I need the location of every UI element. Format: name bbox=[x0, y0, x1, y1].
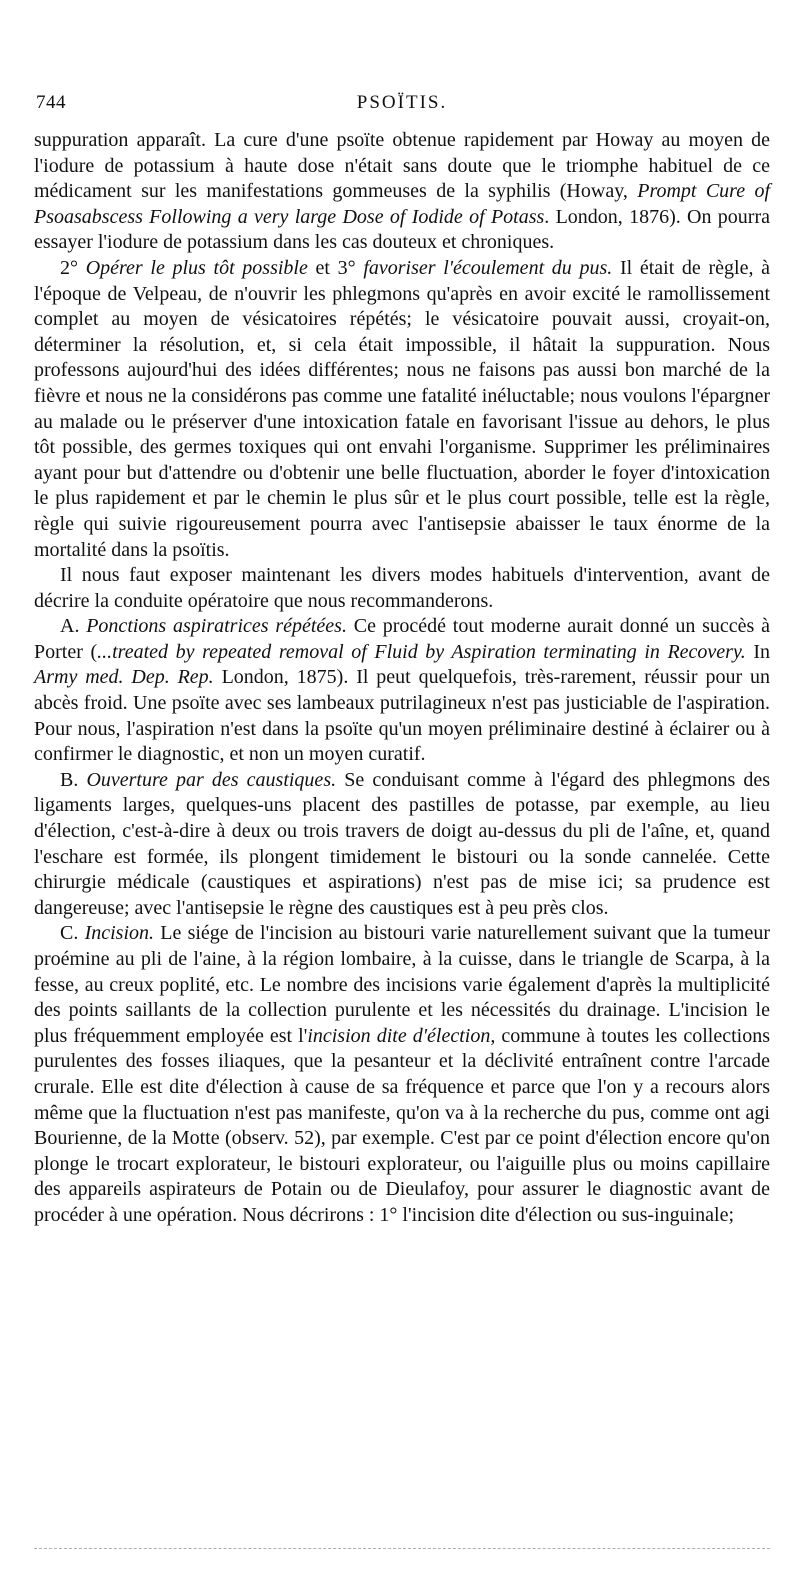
italic-run: Ouverture par des caustiques. bbox=[86, 768, 337, 791]
paragraph bbox=[34, 921, 770, 1228]
text-run: 2° bbox=[60, 256, 86, 279]
text-run: Il était de règle, à l'époque de Velpeau, de n'ouvrir les phlegmons qu'après en avoir excité le ramollissement complet au moyen de vésicatoires répétés; le vésicatoire pouvait aussi, croyait-on, déterminer la résolution, et, si cela était impossible, il hâtait la suppuration. Nous professons aujourd'hui des idées différentes; nous ne faisons pas aussi bon marché de la fièvre et nous ne la considérons pas comme une fatalité inéluctable; nous voulons l'épargner au malade ou le préserver d'une intoxication fatale en favorisant l'issue au dehors, le plus tôt possible, des germes toxiques qui ont envahi l'organisme. Supprimer les préliminaires ayant pour but d'attendre ou d'obtenir une belle fluctuation, aborder le foyer d'intoxication le plus rapidement et par le chemin le plus sûr et le plus court possible, telle est la règle, règle qui suivie rigoureusement pourra avec l'antisepsie abaisser le taux énorme de la mortalité dans la psoïtis. bbox=[34, 256, 771, 561]
text-run: B. bbox=[60, 768, 87, 791]
italic-run: Incision. bbox=[84, 922, 155, 945]
text-run: In bbox=[745, 640, 770, 663]
document-page bbox=[34, 92, 770, 1229]
paragraph bbox=[34, 563, 770, 614]
paragraph bbox=[34, 768, 770, 922]
italic-run: incision dite d'élection, bbox=[307, 1024, 496, 1047]
running-title: PSOÏTIS. bbox=[356, 92, 448, 113]
text-run: Se conduisant comme à l'égard des phlegmons des ligaments larges, quelques-uns placent des pastilles de potasse, par exemple, au lieu d'élection, c'est-à-dire à deux ou trois travers de doigt au-dessus du pli de l'aîne, et, quand l'eschare est formée, ils plongent timidement le bistouri ou la sonde cannelée. Cette chirurgie médicale (caustiques et aspirations) n'est pas de mise ici; sa prudence est dangereuse; avec l'antisepsie le règne des caustiques est à peu près clos. bbox=[34, 768, 771, 919]
body-text bbox=[34, 128, 770, 1229]
paragraph bbox=[34, 614, 770, 768]
italic-run: favoriser l'écoulement du pus. bbox=[363, 256, 613, 279]
paragraph bbox=[34, 128, 770, 256]
italic-run: Opérer le plus tôt possible bbox=[85, 256, 308, 279]
italic-run: Army med. Dep. Rep. bbox=[34, 666, 214, 689]
text-run: suppuration apparaît. La cure d'une psoïte obtenue rapidement par Howay au moyen de l'iodure de potassium à haute dose n'était sans doute que le triomphe habituel de ce médicament sur les manifestations gommeuses de la syphilis (Howay, bbox=[34, 129, 770, 203]
italic-run: Ponctions aspiratrices répétées. bbox=[86, 615, 347, 638]
text-run: Ce procédé tout moderne aurait donné un succès à Porter ( bbox=[34, 615, 770, 663]
text-run: London, 1875). Il peut quelquefois, très-rarement, réussir pour un abcès froid. Une psoïte avec ses lambeaux putrilagineux n'est pas justiciable de l'aspiration. Pour nous, l'aspiration n'est dans la psoïte qu'un moyen préliminaire destiné à éclairer ou à confirmer le diagnostic, et non un moyen curatif. bbox=[34, 666, 770, 766]
paragraph bbox=[34, 256, 770, 563]
page-header bbox=[34, 92, 770, 128]
text-run: A. bbox=[60, 615, 87, 638]
text-run: C. bbox=[60, 922, 85, 945]
text-run: Il nous faut exposer maintenant les divers modes habituels d'intervention, avant de décrire la conduite opératoire que nous recommanderons. bbox=[34, 564, 770, 612]
text-run: . London, 1876). On pourra essayer l'iodure de potassium dans les cas douteux et chroniques. bbox=[34, 205, 770, 254]
page-number: 744 bbox=[36, 92, 66, 113]
text-run: commune à toutes les collections purulentes des fosses iliaques, que la pesanteur et la déclivité entraînent contre l'arcade crurale. Elle est dite d'élection à cause de sa fréquence et parce que l'on y a recours alors même que la fluctuation n'est pas manifeste, qu'on va à la recherche du pus, comme ont agi Bourienne, de la Motte (observ. 52), par exemple. C'est par ce point d'élection encore qu'on plonge le trocart explorateur, le bistouri explorateur, ou l'aiguille plus ou moins capillaire des appareils aspirateurs de Potain ou de Dieulafoy, pour assurer le diagnostic avant de procéder à une opération. Nous décrirons : 1° l'incision dite d'élection ou sus-inguinale; bbox=[34, 1024, 770, 1226]
italic-run: Prompt Cure of Psoasabscess Following a very large Dose of Iodide of Potass bbox=[34, 180, 770, 228]
italic-run: ...treated by repeated removal of Fluid by Aspiration terminating in Recovery. bbox=[97, 640, 746, 663]
text-run: et 3° bbox=[307, 256, 364, 279]
text-run: Le siége de l'incision au bistouri varie naturellement suivant que la tumeur proémine au pli de l'aine, à la région lombaire, à la cuisse, dans le triangle de Scarpa, à la fesse, au creux poplité, etc. Le nombre des incisions varie également d'après la multiplicité des points saillants de la collection purulente et les nécessités du drainage. L'incision le plus fréquemment employée est l' bbox=[34, 922, 771, 1047]
footer-rule bbox=[34, 1548, 770, 1549]
